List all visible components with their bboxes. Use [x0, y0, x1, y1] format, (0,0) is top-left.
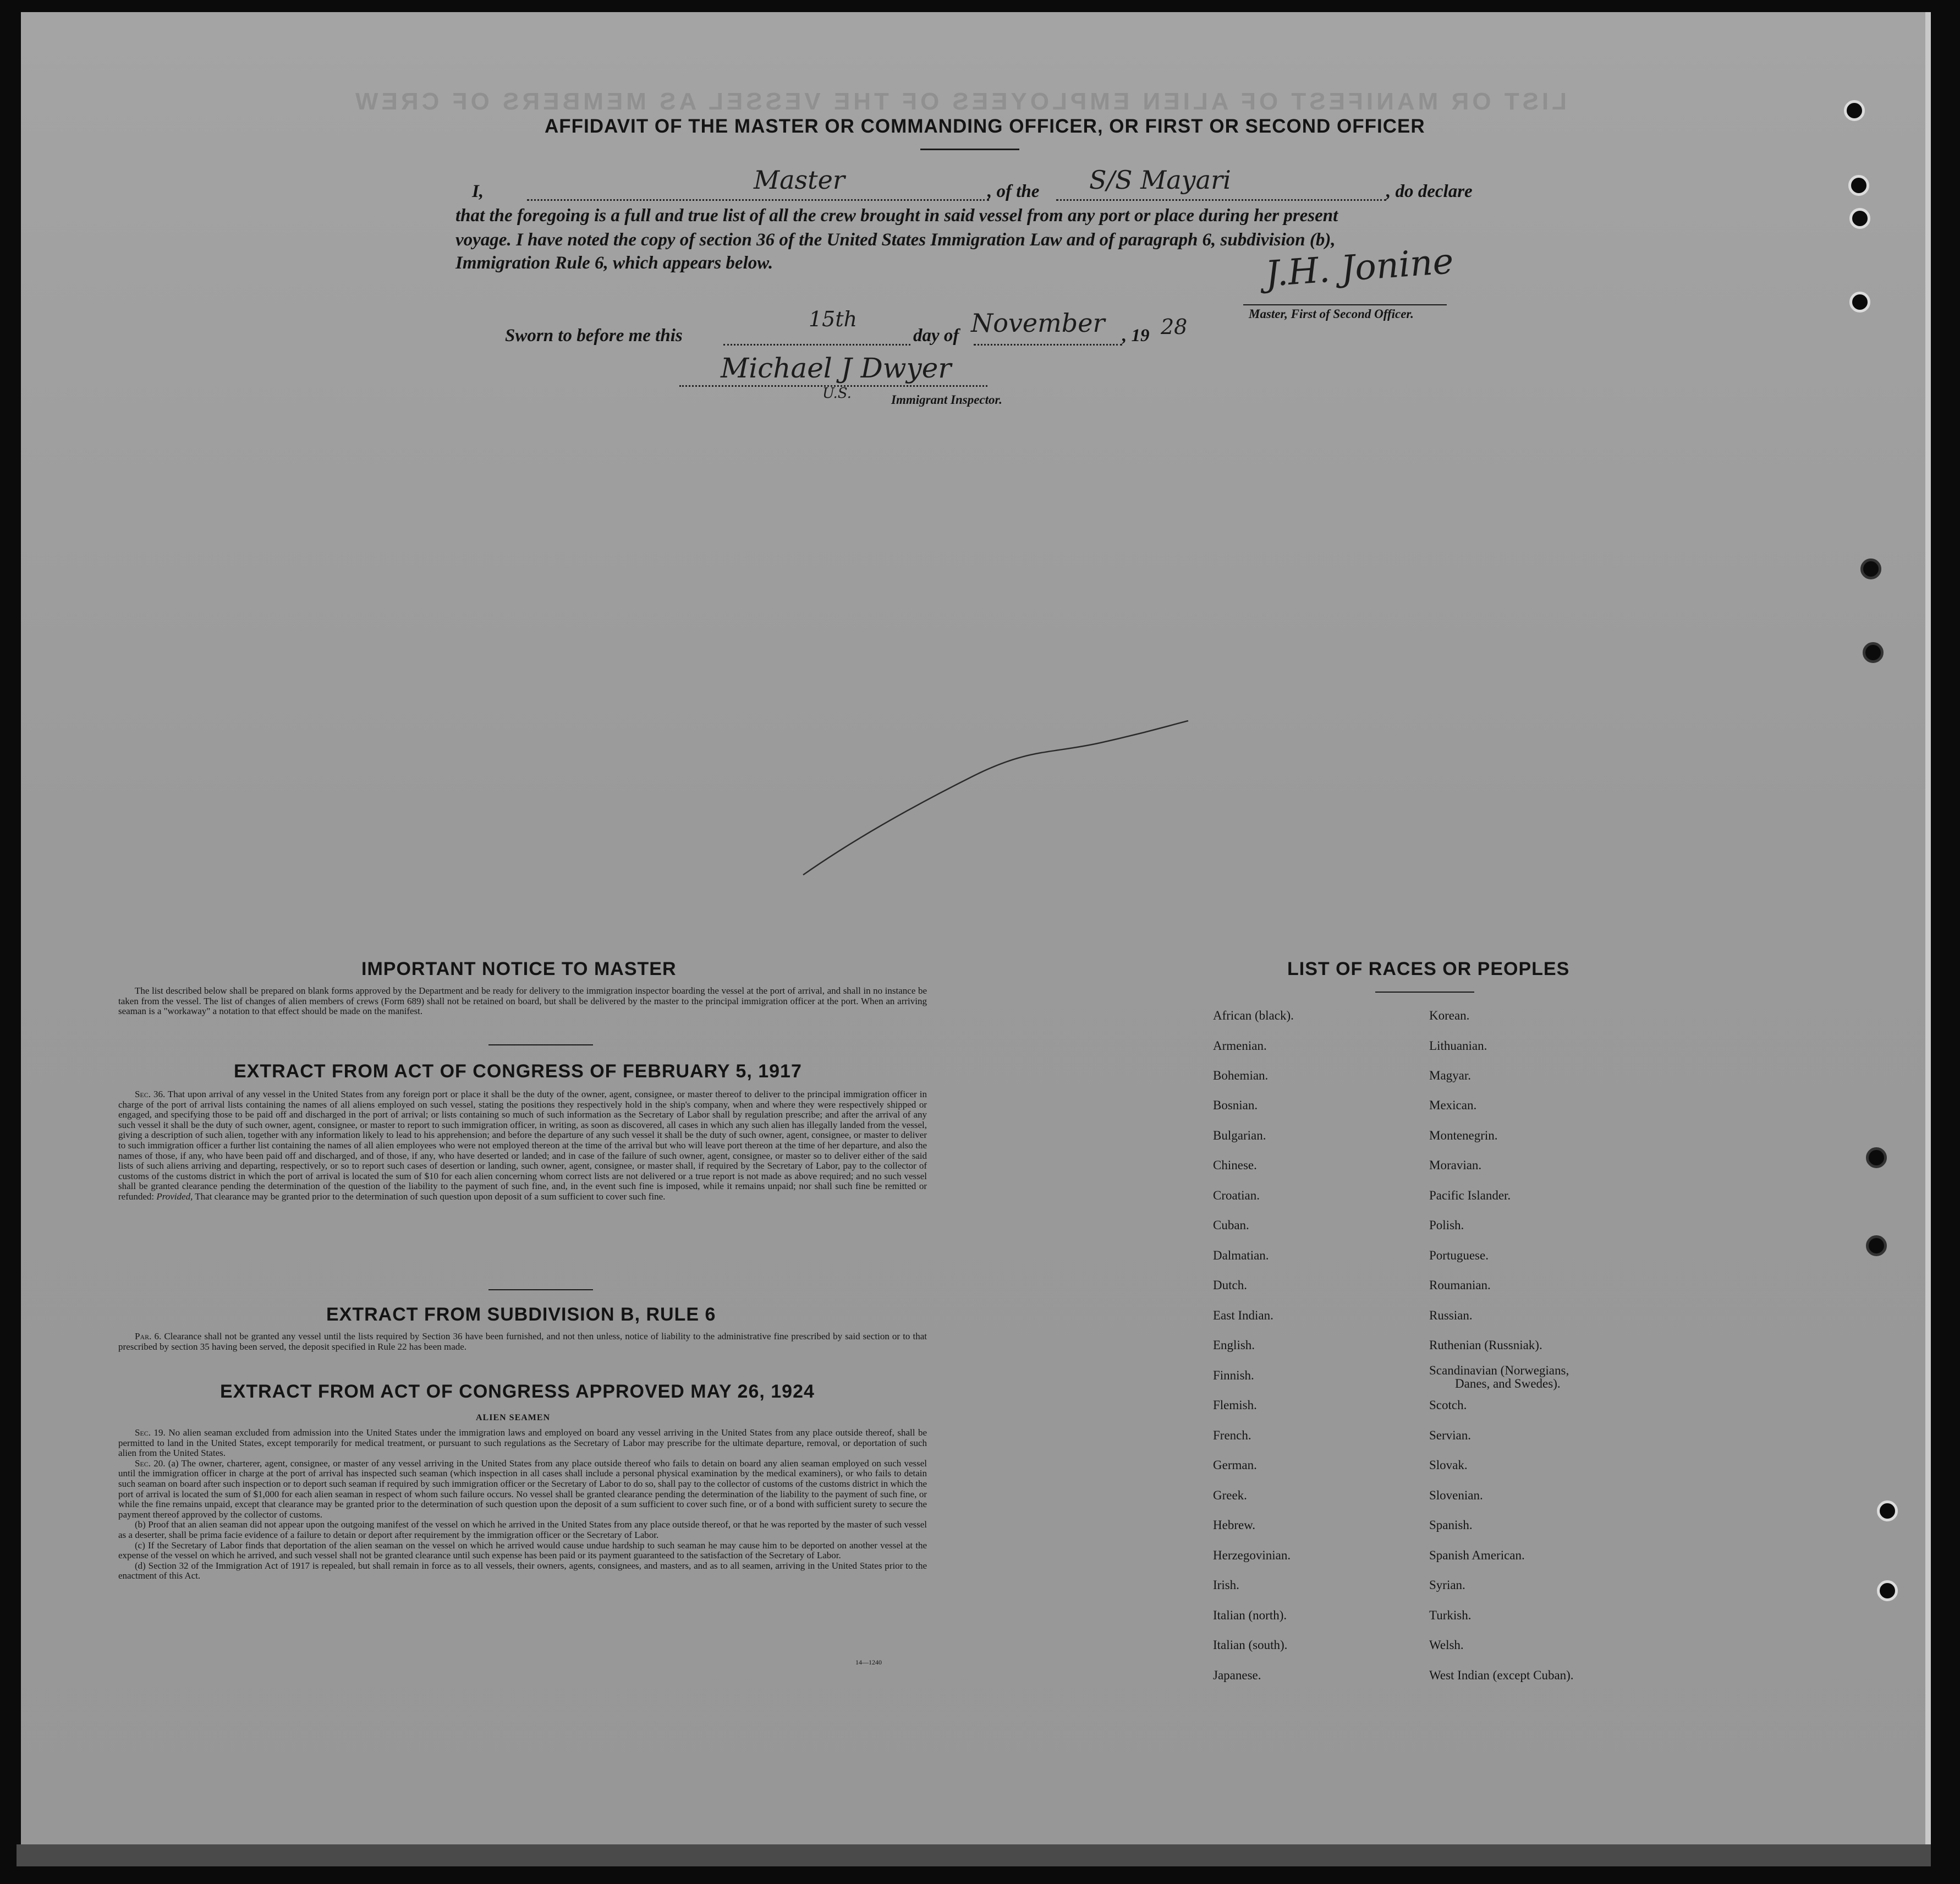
- notice-title: IMPORTANT NOTICE TO MASTER: [361, 959, 677, 979]
- sec20c-text: (c) If the Secretary of Labor finds that deportation of the alien seaman on the vessel on which he arrived would cause undue hardship to such seaman he may cause him to be deported on another vessel at the expense of the vessel on which he arrived, and such vessel shall not be granted clearance until such expense has been paid or its payment guaranteed to the satisfaction of the Secretary of Labor.: [118, 1540, 927, 1561]
- title-divider: [920, 149, 1019, 150]
- month-value: November: [971, 308, 1105, 338]
- binder-hole: [1844, 100, 1865, 121]
- affidavit-line-3: voyage. I have noted the copy of section 36 of the United States Immigration Law and of paragraph 6, subdivision (b),: [455, 230, 1336, 250]
- day-value: 15th: [809, 307, 858, 331]
- affidavit-title: AFFIDAVIT OF THE MASTER OR COMMANDING OFFICER, OR FIRST OR SECOND OFFICER: [545, 116, 1425, 137]
- extract-1924-body: [118, 1428, 927, 1581]
- binder-hole: [1877, 1580, 1898, 1601]
- race-col1-item: Hebrew.: [1213, 1518, 1256, 1532]
- race-col1-item: Flemish.: [1213, 1398, 1257, 1412]
- binder-hole: [1848, 175, 1869, 196]
- signature-caption: Master, First of Second Officer.: [1249, 307, 1414, 321]
- bleedthrough-title: LIST OR MANIFEST OF ALIEN EMPLOYEES OF THE VESSEL AS MEMBERS OF CREW: [352, 88, 1567, 115]
- affidavit-line-2: that the foregoing is a full and true list of all the crew brought in said vessel from any port or place during her present: [455, 206, 1338, 226]
- par6-text: Clearance shall not be granted any vessel until the lists required by Section 36 have been furnished, and not then unless, notice of liability to the administrative fine prescribed by said section or to that prescribed by section 35 having been served, the deposit specified in Rule 22 has been made.: [118, 1331, 927, 1352]
- sec20b-text: (b) Proof that an alien seaman did not appear upon the outgoing manifest of the vessel on which he arrived in the United States from any place outside thereof, or that he was reported by the master of such vessel as a deserter, shall be prima facie evidence of a failure to detain or deport after requirement by the immigration officer or the Secretary of Labor.: [118, 1519, 927, 1540]
- binder-hole: [1849, 208, 1870, 229]
- i-label: I,: [472, 182, 484, 201]
- of-the-label: , of the: [987, 182, 1040, 201]
- rank-line: [527, 199, 989, 201]
- race-col2-item: Pacific Islander.: [1429, 1189, 1511, 1202]
- race-col2-item: Spanish.: [1429, 1518, 1473, 1532]
- binder-hole: [1860, 558, 1881, 579]
- race-col2-item: Roumanian.: [1429, 1278, 1491, 1292]
- race-col1-item: Bulgarian.: [1213, 1129, 1266, 1142]
- race-col1-item: Italian (south).: [1213, 1638, 1288, 1652]
- year-prefix: , 19: [1122, 326, 1150, 346]
- race-col1-item: Irish.: [1213, 1578, 1239, 1592]
- race-col1-item: East Indian.: [1213, 1308, 1273, 1322]
- sec19-lead: Sec. 19.: [135, 1427, 166, 1438]
- binder-hole: [1877, 1500, 1898, 1521]
- race-col1-item: Dutch.: [1213, 1278, 1247, 1292]
- inspector-caption: Immigrant Inspector.: [891, 393, 1002, 407]
- sec19-text: No alien seaman excluded from admission into the United States under the immigration laws and employed on board any vessel arriving in the United States from any place outside thereof, shall be permitted to land in the United States, except temporarily for medical treatment, or pursuant to such regulations as the Secretary of Labor may prescribe for the ultimate departure, removal, or deportation of such alien from the United States.: [118, 1427, 927, 1459]
- race-col2-item: Polish.: [1429, 1218, 1464, 1232]
- race-col1-item: English.: [1213, 1338, 1255, 1352]
- inspector-signature: Michael J Dwyer: [721, 352, 952, 384]
- race-col1-item: Japanese.: [1213, 1668, 1261, 1682]
- races-title: LIST OF RACES OR PEOPLES: [1287, 959, 1570, 979]
- binder-hole: [1866, 1235, 1887, 1256]
- proviso-text: That clearance may be granted prior to the determination of such question upon deposit of a sum sufficient to cover such fine.: [195, 1191, 666, 1202]
- race-col2-item: Syrian.: [1429, 1578, 1465, 1592]
- inspector-prefix: U.S.: [822, 385, 852, 402]
- binder-hole: [1863, 642, 1884, 663]
- alien-seamen-subtitle: ALIEN SEAMEN: [476, 1413, 551, 1422]
- race-col2-item: Slovenian.: [1429, 1488, 1483, 1502]
- race-col2-item: Welsh.: [1429, 1638, 1464, 1652]
- race-col2-item: Spanish American.: [1429, 1548, 1525, 1562]
- race-col2-item: Mexican.: [1429, 1098, 1477, 1112]
- race-col1-item: Herzegovinian.: [1213, 1548, 1291, 1562]
- declare-label: , do declare: [1386, 182, 1473, 201]
- race-col1-item: Italian (north).: [1213, 1608, 1287, 1622]
- extract-1917-title: EXTRACT FROM ACT OF CONGRESS OF FEBRUARY 5, 1917: [234, 1061, 802, 1082]
- race-col1-item: Dalmatian.: [1213, 1248, 1269, 1262]
- sec36-text: That upon arrival of any vessel in the United States from any foreign port or place it shall be the duty of the owner, agent, consignee, or master thereof to deliver to the principal immigration officer in charge of the port of arrival lists containing the names of all aliens employed on such vessel, stating the positions they respectively hold in the ship's company, when and where they were respectively shipped or engaged, and specifying those to be paid off and discharged in the port of arrival; or lists containing so much of such information as the Secretary of Labor shall by regulation prescribe; and after the arrival of any such vessel it shall be the duty of such owner, agent, consignee, or master to report to such immigration officer, in writing, as soon as discovered, all cases in which any such alien has illegally landed from the vessel, giving a description of such alien, together with any information likely to lead to his apprehension; and before the departure of any such vessel it shall be the duty of such owner, agent, consignee, or master to deliver to such immigration officer a further list containing the names of all alien employees who were not employed thereon at the time of the arrival but who will leave port thereon at the time of her departure, and also the names of those, if any, who have been paid off and discharged, and of those, if any, who have deserted or landed; and in case of the failure of such owner, agent, consignee, or master so to deliver either of the said lists of such aliens arriving and departing, respectively, or so to report such cases of desertion or landing, such owner, agent, consignee, or master shall, if required by the Secretary of Labor, pay to the collector of customs of the customs district in which the port of arrival is located the sum of $10 for each alien concerning whom correct lists are not delivered or a true report is not made as above required; and no such vessel shall be granted clearance pending the determination of the question of the liability to the payment of such fine, and, in the event such fine is imposed, while it remains unpaid; nor shall such fine be remitted or refunded:: [118, 1089, 927, 1202]
- race-col2-item: Slovak.: [1429, 1458, 1468, 1472]
- sec20d-text: (d) Section 32 of the Immigration Act of 1917 is repealed, but shall remain in force as to all vessels, their owners, agents, consignees, and masters, and as to all seamen, arriving in the United States prior to the enactment of this Act.: [118, 1560, 927, 1581]
- race-col1-item: Bosnian.: [1213, 1098, 1258, 1112]
- pencil-mark: [792, 715, 1194, 880]
- race-col1-item: Chinese.: [1213, 1158, 1257, 1172]
- race-col2-item: Magyar.: [1429, 1069, 1472, 1082]
- race-col2-item: Russian.: [1429, 1308, 1473, 1322]
- race-col1-item: Cuban.: [1213, 1218, 1249, 1232]
- race-col2-item: Turkish.: [1429, 1608, 1472, 1622]
- race-col2-item: Montenegrin.: [1429, 1129, 1498, 1142]
- master-signature: J.H. Jonine: [1264, 241, 1455, 295]
- race-col1-item: Croatian.: [1213, 1189, 1260, 1202]
- race-col1-item: Armenian.: [1213, 1039, 1267, 1053]
- binder-hole: [1849, 292, 1870, 313]
- page-edge: [17, 1844, 1931, 1866]
- month-line: [974, 344, 1122, 346]
- vessel-value: S/S Mayari: [1089, 165, 1231, 195]
- race-col1-item: Finnish.: [1213, 1368, 1254, 1382]
- race-col1-item: Bohemian.: [1213, 1069, 1269, 1082]
- binder-hole: [1866, 1147, 1887, 1168]
- extract-1917-body: [118, 1089, 927, 1202]
- race-col2-item: Lithuanian.: [1429, 1039, 1487, 1053]
- race-col2-item: Portuguese.: [1429, 1248, 1489, 1262]
- year-value: 28: [1161, 315, 1188, 339]
- day-of-label: day of: [913, 326, 959, 346]
- par6-lead: Par. 6.: [135, 1331, 162, 1341]
- extract-1924-title: EXTRACT FROM ACT OF CONGRESS APPROVED MAY 26, 1924: [220, 1381, 815, 1402]
- notice-text: The list described below shall be prepared on blank forms approved by the Department and be ready for delivery to the immigration inspector boarding the vessel at the port of arrival, and shall in no instance be taken from the vessel. The list of changes of alien members of crews (Form 689) shall not be retained on board, but shall be delivered by the master to the principal immigration officer at the port. When an arriving seaman is a "workaway" a notation to that effect should be made on the manifest.: [118, 985, 927, 1017]
- sec20-text: (a) The owner, charterer, agent, consignee, or master of any vessel arriving in the United States from any place outside thereof who fails to detain on board any alien seaman employed on such vessel until the immigration officer in charge at the port of arrival has inspected such seaman (which inspection in all cases shall include a personal physical examination by the medical examiners), or who fails to detain such seaman on board after such inspection or to deport such seaman if required by such immigration officer or the Secretary of Labor to do so, shall pay to the collector of customs of the customs district in which the port of arrival is located the sum of $1,000 for each alien seaman in respect of whom such failure occurs. No vessel shall be granted clearance pending the determination of the liability to the payment of such fine, or while the fine remains unpaid, except that clearance may be granted prior to the determination of such question upon the deposit of a sum sufficient to cover such fine, or of a bond with sufficient surety to secure the payment thereof approved by the collector of customs.: [118, 1458, 927, 1520]
- race-col2-item: Servian.: [1429, 1428, 1472, 1442]
- race-col2-item: Ruthenian (Russniak).: [1429, 1338, 1542, 1352]
- vessel-line: [1056, 199, 1386, 201]
- race-col2-item: West Indian (except Cuban).: [1429, 1668, 1574, 1682]
- race-col2-item: Scandinavian (Norwegians,: [1429, 1363, 1569, 1377]
- proviso-label: Provided,: [156, 1191, 193, 1202]
- form-number: 14—1240: [855, 1658, 882, 1666]
- race-col2-wrap: Danes, and Swedes).: [1455, 1377, 1561, 1390]
- rule6-body: [118, 1332, 927, 1352]
- sec36-lead: Sec. 36.: [135, 1089, 166, 1099]
- races-divider: [1375, 992, 1474, 993]
- rule6-title: EXTRACT FROM SUBDIVISION B, RULE 6: [326, 1304, 716, 1325]
- day-line: [723, 344, 910, 346]
- rank-value: Master: [754, 165, 845, 195]
- sec20-lead: Sec. 20.: [135, 1458, 166, 1469]
- race-col1-item: French.: [1213, 1428, 1251, 1442]
- extract-1917-divider: [488, 1289, 593, 1290]
- signature-line: [1243, 304, 1447, 305]
- race-col2-item: Scotch.: [1429, 1398, 1467, 1412]
- notice-body: [118, 986, 927, 1017]
- notice-divider: [488, 1044, 593, 1045]
- sworn-label: Sworn to before me this: [505, 326, 683, 346]
- affidavit-line-4: Immigration Rule 6, which appears below.: [455, 253, 773, 273]
- race-col1-item: African (black).: [1213, 1009, 1294, 1022]
- race-col2-item: Moravian.: [1429, 1158, 1482, 1172]
- race-col1-item: German.: [1213, 1458, 1257, 1472]
- race-col2-item: Korean.: [1429, 1009, 1470, 1022]
- race-col1-item: Greek.: [1213, 1488, 1247, 1502]
